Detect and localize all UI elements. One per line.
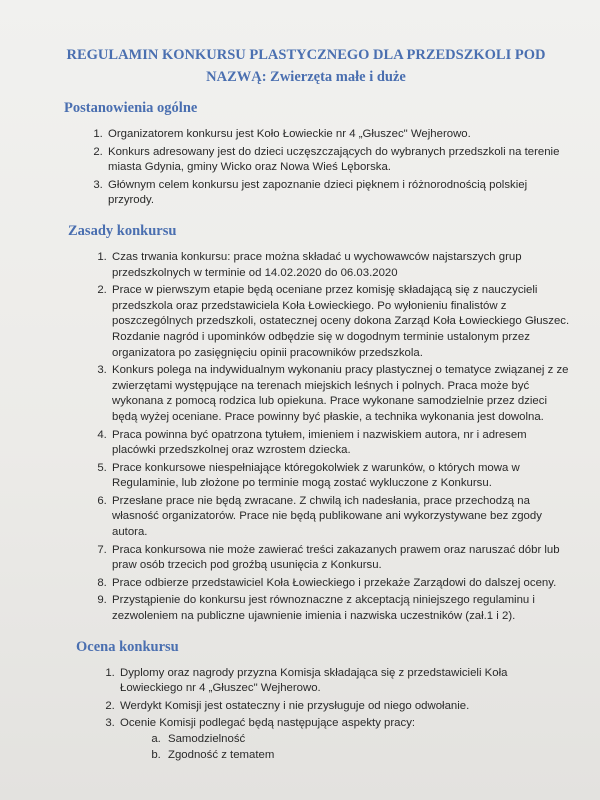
general-provisions-list xyxy=(64,127,570,209)
section-general-provisions xyxy=(64,100,570,209)
list-item xyxy=(118,716,570,763)
sub-list-item: a. Samodzielność xyxy=(164,732,570,748)
section-heading: Ocena konkursu xyxy=(76,638,179,655)
evaluation-aspects-list xyxy=(120,732,570,763)
title-line-2: NAZWĄ: Zwierzęta małe i duże xyxy=(206,69,406,85)
list-item: 7. Praca konkursowa nie może zawierać treści zakazanych prawem oraz naruszać dóbr lub praw osób trzecich pod groźbą usunięcia z Konkursu. xyxy=(110,543,570,574)
contest-evaluation-list xyxy=(76,666,570,764)
list-item: 2. Konkurs adresowany jest do dzieci uczęszczających do wybranych przedszkoli na terenie miasta Gdynia, gminy Wicko oraz Nowa Wieś Lęborska. xyxy=(106,145,570,176)
list-item: 3. Głównym celem konkursu jest zapoznanie dzieci pięknem i różnorodnością polskiej przyrody. xyxy=(106,178,570,209)
list-item: 1. Organizatorem konkursu jest Koło Łowieckie nr 4 „Głuszec" Wejherowo. xyxy=(106,127,570,143)
list-item: 1. Dyplomy oraz nagrody przyzna Komisja składająca się z przedstawicieli Koła Łowieckiego nr 4 „Głuszec" Wejherowo. xyxy=(118,666,570,697)
list-item: 5. Prace konkursowe niespełniające któregokolwiek z warunków, o których mowa w Regulaminie, lub złożone po terminie mogą zostać wykluczone z Konkursu. xyxy=(110,461,570,492)
section-contest-rules xyxy=(68,223,570,625)
list-item: 3. Konkurs polega na indywidualnym wykonaniu pracy plastycznej o tematyce związanej z ze zwierzętami występujące na terenach miejskich leśnych i polnych. Praca może być wykonana z pomocą rodzica lub opiekuna. Prace wykonane samodzielnie przez dzieci będą wyżej oceniane. Prace powinny być płaskie, a technika wykonania jest dowolna. xyxy=(110,363,570,425)
title-line-1: REGULAMIN KONKURSU PLASTYCZNEGO DLA PRZEDSZKOLI POD xyxy=(66,47,546,63)
section-heading: Postanowienia ogólne xyxy=(64,100,198,116)
list-item: 2. Werdykt Komisji jest ostateczny i nie przysługuje od niego odwołanie. xyxy=(118,699,570,715)
list-item: 9. Przystąpienie do konkursu jest równoznaczne z akceptacją niniejszego regulaminu i zezwoleniem na publiczne ujawnienie imienia i nazwiska uczestników (zał.1 i 2). xyxy=(110,593,570,624)
list-item: 1. Czas trwania konkursu: prace można składać u wychowawców najstarszych grup przedszkolnych w terminie od 14.02.2020 do 06.03.2020 xyxy=(110,250,570,281)
section-heading: Zasady konkursu xyxy=(68,222,177,239)
list-item: 2. Prace w pierwszym etapie będą oceniane przez komisję składającą się z nauczycieli przedszkola oraz przedstawiciela Koła Łowieckiego. Po wyłonieniu finalistów z poszczególnych przedszkoli, ostatecznej oceny dokona Zarząd Koła Łowieckiego Głuszec. Rozdanie nagród i upominków odbędzie się w dogodnym terminie ustalonym przez organizatora po zasięgnięciu opinii pracowników przedszkola. xyxy=(110,283,570,361)
list-item-text: Ocenie Komisji podlegać będą następujące aspekty pracy: xyxy=(120,717,416,730)
section-contest-evaluation xyxy=(76,639,570,764)
list-item: 8. Prace odbierze przedstawiciel Koła Łowieckiego i przekaże Zarządowi do dalszej oceny. xyxy=(110,576,570,592)
contest-rules-list xyxy=(68,250,570,625)
list-item: 4. Praca powinna być opatrzona tytułem, imieniem i nazwiskiem autora, nr i adresem placówki przedszkolnej oraz wzrostem dziecka. xyxy=(110,428,570,459)
sub-list-item: b. Zgodność z tematem xyxy=(164,748,570,764)
list-item: 6. Przesłane prace nie będą zwracane. Z chwilą ich nadesłania, prace przechodzą na własność organizatorów. Prace nie będą publikowane ani wykorzystywane bez zgody autora. xyxy=(110,494,570,541)
document-title xyxy=(62,44,570,88)
